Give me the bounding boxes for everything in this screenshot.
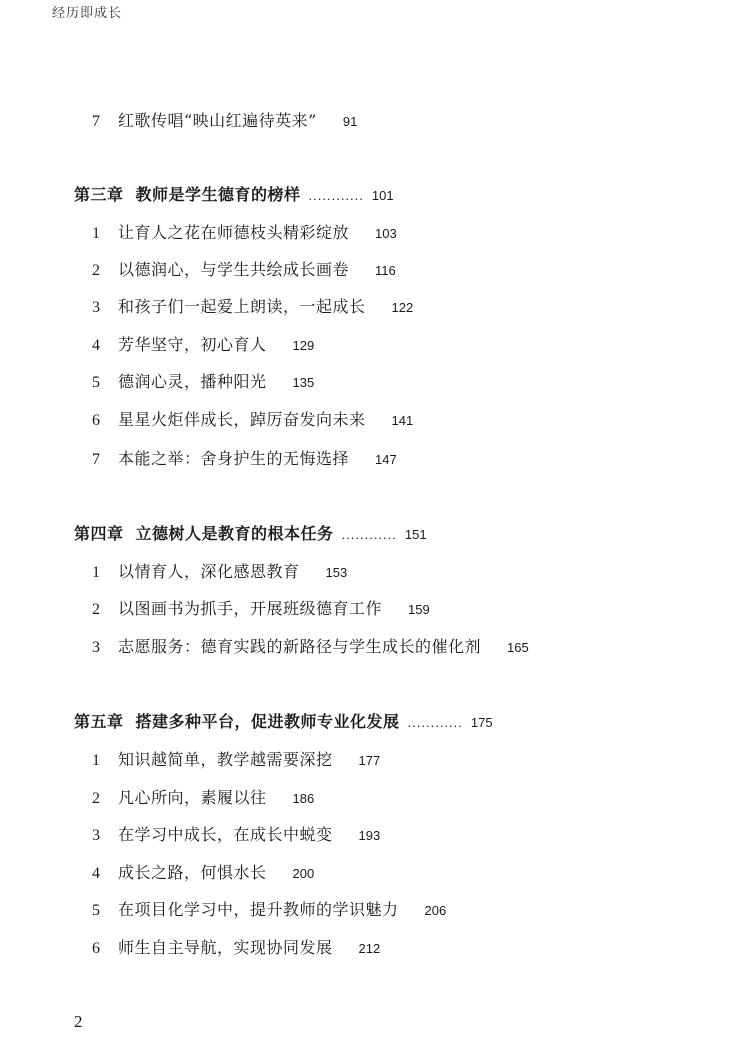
entry-page: 212 <box>358 941 381 956</box>
entry-title: 本能之举：舍身护生的无悔选择 <box>118 449 350 468</box>
entry-title: 知识越简单，教学越需要深挖 <box>118 750 333 769</box>
entry-number: 4 <box>92 865 100 882</box>
entry-page: 159 <box>408 602 430 617</box>
entry-number: 2 <box>92 262 100 279</box>
toc-entry[interactable] <box>92 371 314 394</box>
chapter-title: 立德树人是教育的根本任务 <box>135 524 334 543</box>
entry-page: 165 <box>507 640 529 655</box>
entry-title: 和孩子们一起爱上朗读，一起成长 <box>118 297 366 316</box>
entry-number: 2 <box>92 601 100 618</box>
toc-entry[interactable] <box>92 749 380 772</box>
toc-entry[interactable] <box>92 334 314 357</box>
entry-number: 6 <box>92 940 100 957</box>
entry-title: 在项目化学习中，提升教师的学识魅力 <box>118 900 399 919</box>
entry-page: 122 <box>391 300 414 315</box>
entry-number: 3 <box>92 299 100 316</box>
entry-title: 成长之路，何惧水长 <box>118 863 267 882</box>
chapter-title: 教师是学生德育的榜样 <box>135 185 301 204</box>
dot-leader: ............ <box>341 527 397 542</box>
toc-entry[interactable] <box>92 110 357 133</box>
entry-page: 103 <box>375 226 397 241</box>
entry-title: 以情育人，深化感恩教育 <box>118 562 300 581</box>
entry-number: 1 <box>92 752 100 769</box>
toc-entry[interactable] <box>92 222 397 245</box>
chapter-page: 101 <box>371 188 394 203</box>
entry-number: 1 <box>92 564 100 581</box>
toc-entry[interactable] <box>92 899 446 922</box>
entry-page: 177 <box>358 753 381 768</box>
entry-number: 3 <box>92 639 100 656</box>
dot-leader: ............ <box>308 188 364 203</box>
entry-number: 1 <box>92 225 100 242</box>
entry-page: 200 <box>292 866 315 881</box>
chapter-title: 搭建多种平台，促进教师专业化发展 <box>135 712 400 731</box>
entry-title: 德润心灵，播种阳光 <box>118 372 267 391</box>
entry-page: 129 <box>292 338 315 353</box>
toc-entry[interactable] <box>92 937 380 960</box>
entry-title: 星星火炬伴成长，踔厉奋发向未来 <box>118 410 366 429</box>
entry-number: 5 <box>92 902 100 919</box>
toc-entry[interactable] <box>92 409 413 432</box>
chapter-label: 第四章 <box>74 524 124 543</box>
entry-number: 2 <box>92 790 100 807</box>
toc-entry[interactable] <box>92 598 430 621</box>
entry-number: 4 <box>92 337 100 354</box>
toc-entry[interactable] <box>92 259 396 282</box>
entry-page: 135 <box>292 375 315 390</box>
entry-number: 6 <box>92 412 100 429</box>
toc-entry[interactable] <box>92 787 314 810</box>
chapter-heading[interactable] <box>74 523 427 546</box>
entry-title: 师生自主导航，实现协同发展 <box>118 938 333 957</box>
toc-entry[interactable] <box>92 561 347 584</box>
entry-page: 186 <box>292 791 315 806</box>
chapter-label: 第三章 <box>74 185 124 204</box>
chapter-label: 第五章 <box>74 712 124 731</box>
entry-title: 红歌传唱“映山红遍待英来” <box>118 111 317 130</box>
entry-title: 以图画书为抓手，开展班级德育工作 <box>118 599 383 618</box>
entry-page: 141 <box>391 413 414 428</box>
dot-leader: ............ <box>407 715 463 730</box>
entry-title: 以德润心，与学生共绘成长画卷 <box>118 260 350 279</box>
chapter-page: 175 <box>470 715 493 730</box>
toc-entry[interactable] <box>92 296 413 319</box>
toc-entry[interactable] <box>92 862 314 885</box>
chapter-page: 151 <box>404 527 427 542</box>
entry-page: 147 <box>375 452 397 467</box>
entry-number: 7 <box>92 451 100 468</box>
entry-number: 3 <box>92 827 100 844</box>
entry-page: 206 <box>424 903 447 918</box>
toc-entry[interactable] <box>92 636 529 659</box>
toc-entry[interactable] <box>92 824 380 847</box>
entry-page: 153 <box>325 565 348 580</box>
entry-page: 193 <box>358 828 381 843</box>
entry-title: 芳华坚守，初心育人 <box>118 335 267 354</box>
entry-title: 凡心所向，素履以往 <box>118 788 267 807</box>
chapter-heading[interactable] <box>74 711 493 734</box>
entry-page: 116 <box>375 263 396 278</box>
entry-title: 志愿服务：德育实践的新路径与学生成长的催化剂 <box>118 637 482 656</box>
entry-title: 在学习中成长，在成长中蜕变 <box>118 825 333 844</box>
entry-page: 91 <box>342 114 358 129</box>
entry-number: 7 <box>92 113 100 130</box>
running-header: 经历即成长 <box>52 6 123 21</box>
entry-title: 让育人之花在师德枝头精彩绽放 <box>118 223 350 242</box>
chapter-heading[interactable] <box>74 184 394 207</box>
page-number: 2 <box>74 1012 83 1031</box>
toc-entry[interactable] <box>92 448 397 471</box>
entry-number: 5 <box>92 374 100 391</box>
